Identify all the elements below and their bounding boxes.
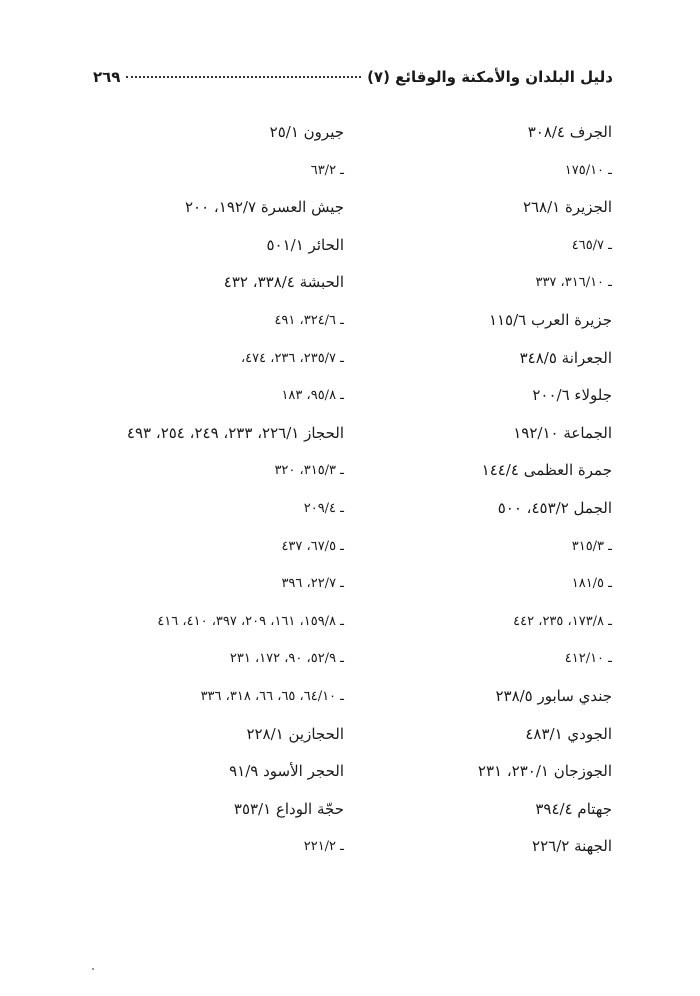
running-header [93, 68, 613, 94]
index-entry: ـ ٩٥/٨، ١٨٣ [281, 388, 344, 404]
index-entry: الحجاز ٢٢٦/١، ٢٣٣، ٢٤٩، ٢٥٤، ٤٩٣ [126, 423, 344, 442]
index-entry: ـ ٣١٦/١٠، ٣٣٧ [535, 275, 612, 291]
index-entry: ـ ١٨١/٥ [571, 576, 612, 592]
index-entry: الجعرانة ٣٤٨/٥ [519, 348, 612, 367]
dotted-leader [126, 76, 361, 78]
index-entry: ـ ١٧٥/١٠ [564, 162, 612, 178]
index-entry: الجماعة ١٩٢/١٠ [513, 423, 612, 442]
index-entry: جيش العسرة ١٩٢/٧، ٢٠٠ [184, 198, 344, 217]
index-entry: جيرون ٢٥/١ [269, 123, 344, 141]
index-entry: ـ ١٧٣/٨، ٢٣٥، ٤٤٢ [513, 613, 612, 629]
index-entry: ـ ٢٢١/٢ [303, 839, 344, 855]
index-entry: ـ ٣٢٤/٦، ٤٩١ [274, 312, 344, 328]
index-entry: الجزيرة ٢٦٨/١ [522, 198, 612, 217]
index-entry: الحجر الأسود ٩١/٩ [229, 762, 344, 781]
index-entry: ـ ٤٦٥/٧ [571, 237, 612, 253]
index-entry: ـ ٢٣٥/٧، ٢٣٦، ٤٧٤، [240, 350, 344, 366]
index-entry: الحبشة ٣٣٨/٤، ٤٣٢ [223, 273, 344, 292]
index-entry: الجرف ٣٠٨/٤ [527, 123, 612, 141]
index-entry: ـ ١٥٩/٨، ١٦١، ٢٠٩، ٣٩٧، ٤١٠، ٤١٦ [157, 613, 344, 629]
index-entry: جمرة العظمى ١٤٤/٤ [481, 461, 612, 480]
index-entry: ـ ٣١٥/٣ [571, 538, 612, 554]
book-title: دليل البلدان والأمكنة والوقائع (٧) [367, 68, 613, 86]
index-entry: جزيرة العرب ١١٥/٦ [488, 310, 612, 329]
index-entry: ـ ٦٣/٢ [310, 162, 344, 178]
index-entry: جلولاء ٢٠٠/٦ [532, 386, 612, 405]
index-entry: ـ ٢٢/٧، ٣٩٦ [281, 576, 344, 592]
index-entry: الجوزجان ٢٣٠/١، ٢٣١ [477, 762, 612, 781]
index-entry: الحجازين ٢٢٨/١ [246, 724, 344, 743]
index-entry: الجهنة ٢٢٦/٢ [532, 837, 612, 856]
print-speck [92, 968, 94, 970]
index-entry: ـ ٥٢/٩، ٩٠، ١٧٢، ٢٣١ [229, 651, 344, 667]
page-number: ٢٦٩ [93, 68, 121, 86]
index-entry: ـ ٦٤/١٠، ٦٥، ٦٦، ٣١٨، ٣٣٦ [200, 688, 344, 704]
index-entry: ـ ٤١٢/١٠ [564, 651, 612, 667]
index-entry: ـ ٣١٥/٣، ٣٢٠ [274, 463, 344, 479]
index-entry: ـ ٦٧/٥، ٤٣٧ [281, 538, 344, 554]
index-entry: الجودي ٤٨٣/١ [525, 724, 612, 743]
index-entry: الجمل ٤٥٣/٢، ٥٠٠ [497, 498, 612, 517]
index-entry: الحائر ٥٠١/١ [266, 235, 344, 254]
index-column-right [422, 114, 612, 866]
index-entry: حجّة الوداع ٣٥٣/١ [233, 799, 344, 818]
index-entry: جندي سابور ٢٣٨/٥ [495, 686, 612, 705]
index-entry: جهتام ٣٩٤/٤ [535, 799, 612, 818]
index-column-left [84, 114, 344, 866]
index-entry: ـ ٢٠٩/٤ [303, 500, 344, 516]
